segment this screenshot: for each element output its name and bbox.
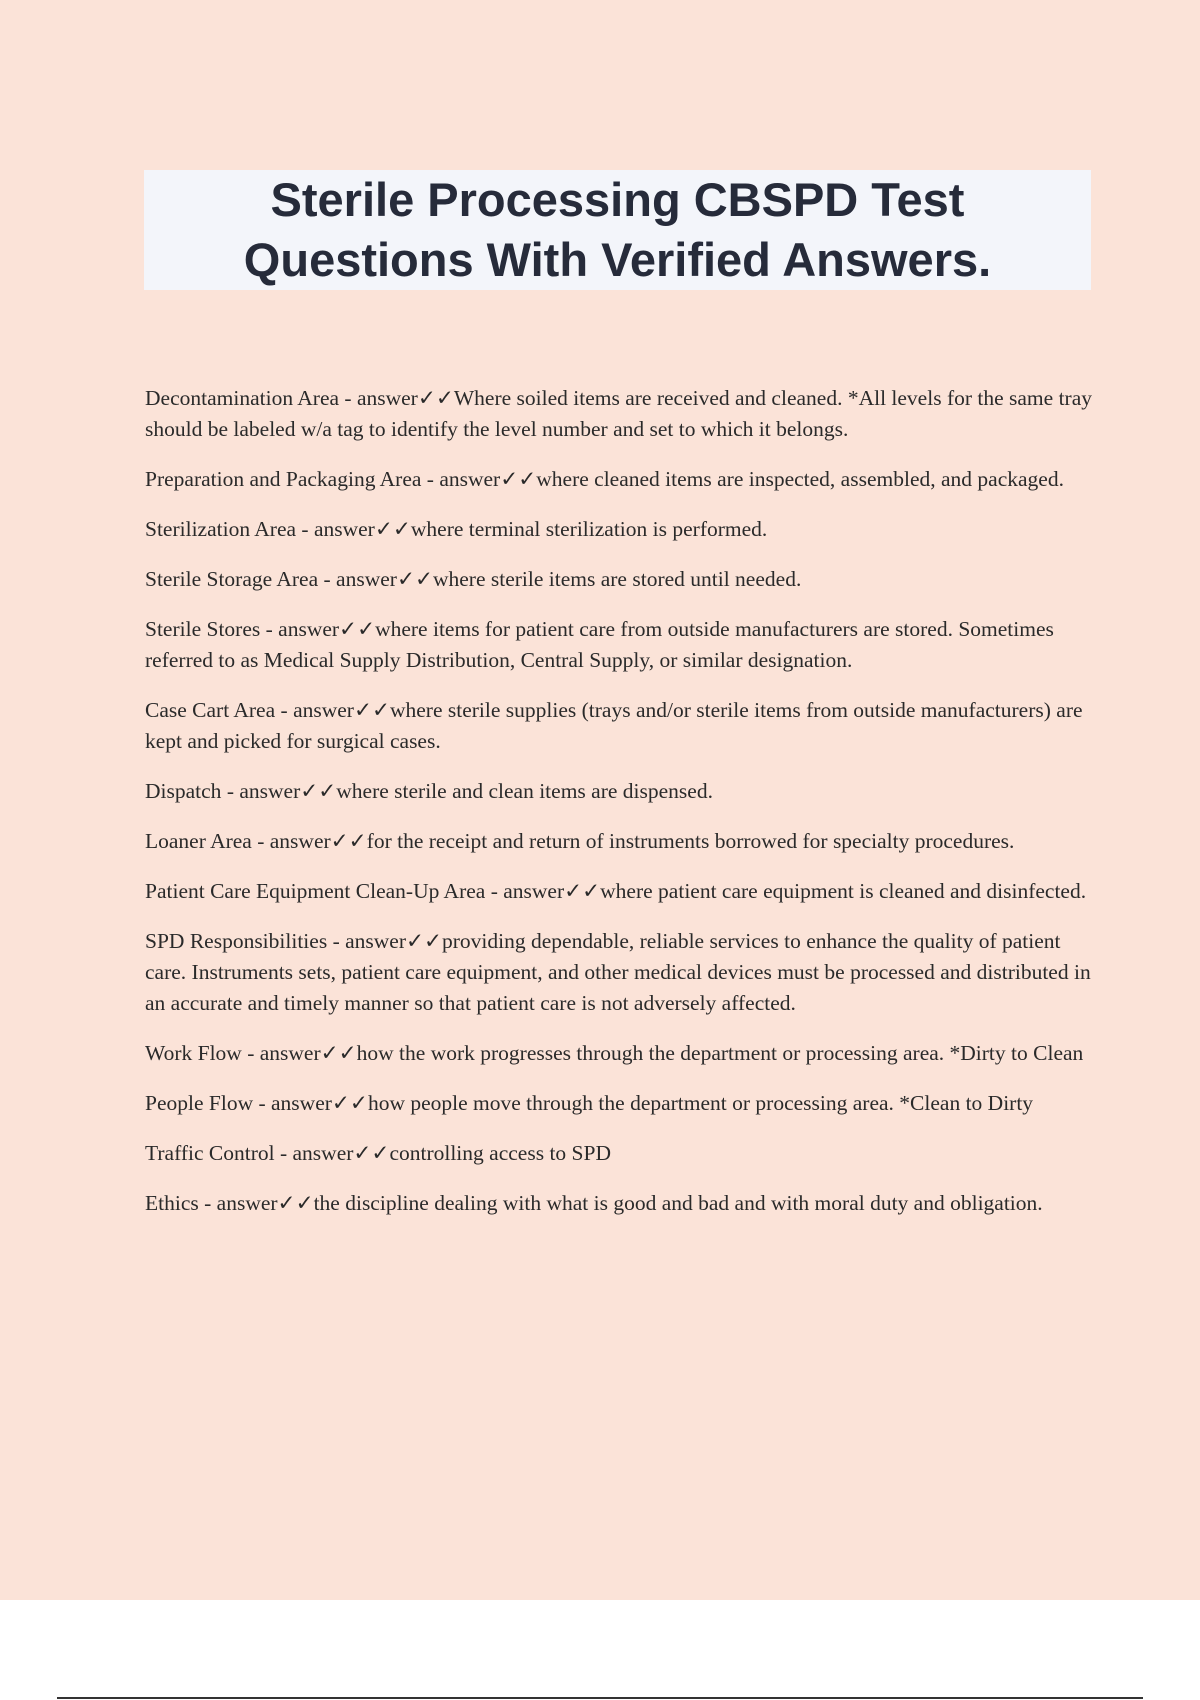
answer-marker: - answer✓✓ bbox=[485, 879, 601, 903]
document-title: Sterile Processing CBSPD Test Questions With Verified Answers. bbox=[243, 173, 992, 286]
qa-definition: the discipline dealing with what is good and bad and with moral duty and obligation. bbox=[313, 1191, 1043, 1215]
qa-definition: how the work progresses through the department or processing area. *Dirty to Clean bbox=[356, 1041, 1084, 1065]
qa-definition: controlling access to SPD bbox=[389, 1141, 611, 1165]
qa-definition: where cleaned items are inspected, assembled, and packaged. bbox=[536, 467, 1064, 491]
qa-term: Preparation and Packaging Area bbox=[145, 467, 422, 491]
qa-term: Sterile Stores bbox=[145, 617, 261, 641]
qa-entry bbox=[145, 695, 1095, 757]
qa-entry bbox=[145, 383, 1095, 445]
qa-definition: where sterile and clean items are dispensed. bbox=[336, 779, 713, 803]
title-banner bbox=[144, 170, 1091, 290]
qa-term: Sterilization Area bbox=[145, 517, 297, 541]
qa-term: Dispatch bbox=[145, 779, 222, 803]
qa-term: Patient Care Equipment Clean-Up Area bbox=[145, 879, 486, 903]
qa-term: Case Cart Area bbox=[145, 698, 276, 722]
answer-marker: - answer✓✓ bbox=[260, 617, 376, 641]
qa-entry bbox=[145, 1088, 1095, 1119]
qa-list bbox=[145, 383, 1095, 1238]
footer-divider bbox=[57, 1697, 1143, 1699]
qa-entry bbox=[145, 1188, 1095, 1219]
answer-marker: - answer✓✓ bbox=[241, 1041, 357, 1065]
qa-definition: where items for patient care from outside manufacturers are stored. Sometimes referred to as Medical Supply Distribution, Central Supply, or similar designation. bbox=[145, 617, 1054, 672]
qa-term: Traffic Control bbox=[145, 1141, 275, 1165]
answer-marker: - answer✓✓ bbox=[327, 929, 443, 953]
qa-entry bbox=[145, 826, 1095, 857]
answer-marker: - answer✓✓ bbox=[221, 779, 337, 803]
answer-marker: - answer✓✓ bbox=[296, 517, 411, 541]
qa-entry bbox=[145, 876, 1095, 907]
qa-definition: Where soiled items are received and cleaned. *All levels for the same tray should be labeled w/a tag to identify the level number and set to which it belongs. bbox=[145, 386, 1093, 441]
answer-marker: - answer✓✓ bbox=[421, 467, 537, 491]
qa-definition: providing dependable, reliable services to enhance the quality of patient care. Instruments sets, patient care equipment, and other medical devices must be processed and distributed in an accurate and timely manner so that patient care is not adversely affected. bbox=[145, 929, 1091, 1015]
qa-definition: where terminal sterilization is performed. bbox=[410, 517, 768, 541]
qa-entry bbox=[145, 1038, 1095, 1069]
answer-marker: - answer✓✓ bbox=[251, 829, 367, 853]
answer-marker: - answer✓✓ bbox=[275, 698, 390, 722]
qa-entry bbox=[145, 564, 1095, 595]
answer-marker: - answer✓✓ bbox=[274, 1141, 390, 1165]
qa-entry bbox=[145, 514, 1095, 545]
qa-definition: for the receipt and return of instruments borrowed for specialty procedures. bbox=[366, 829, 1015, 853]
qa-definition: how people move through the department or processing area. *Clean to Dirty bbox=[367, 1091, 1034, 1115]
qa-definition: where sterile items are stored until needed. bbox=[432, 567, 802, 591]
qa-entry bbox=[145, 776, 1095, 807]
qa-entry bbox=[145, 464, 1095, 495]
qa-entry bbox=[145, 614, 1095, 676]
qa-entry bbox=[145, 1138, 1095, 1169]
qa-definition: where sterile supplies (trays and/or sterile items from outside manufacturers) are kept and picked for surgical cases. bbox=[145, 698, 1083, 753]
qa-term: Decontamination Area bbox=[145, 386, 340, 410]
qa-definition: where patient care equipment is cleaned and disinfected. bbox=[600, 879, 1087, 903]
qa-term: Loaner Area bbox=[145, 829, 252, 853]
qa-term: Sterile Storage Area bbox=[145, 567, 319, 591]
qa-term: Work Flow bbox=[145, 1041, 242, 1065]
answer-marker: - answer✓✓ bbox=[339, 386, 454, 410]
answer-marker: - answer✓✓ bbox=[318, 567, 433, 591]
qa-term: SPD Responsibilities bbox=[145, 929, 328, 953]
answer-marker: - answer✓✓ bbox=[253, 1091, 368, 1115]
qa-term: Ethics bbox=[145, 1191, 199, 1215]
answer-marker: - answer✓✓ bbox=[198, 1191, 314, 1215]
qa-term: People Flow bbox=[145, 1091, 254, 1115]
qa-entry bbox=[145, 926, 1095, 1019]
